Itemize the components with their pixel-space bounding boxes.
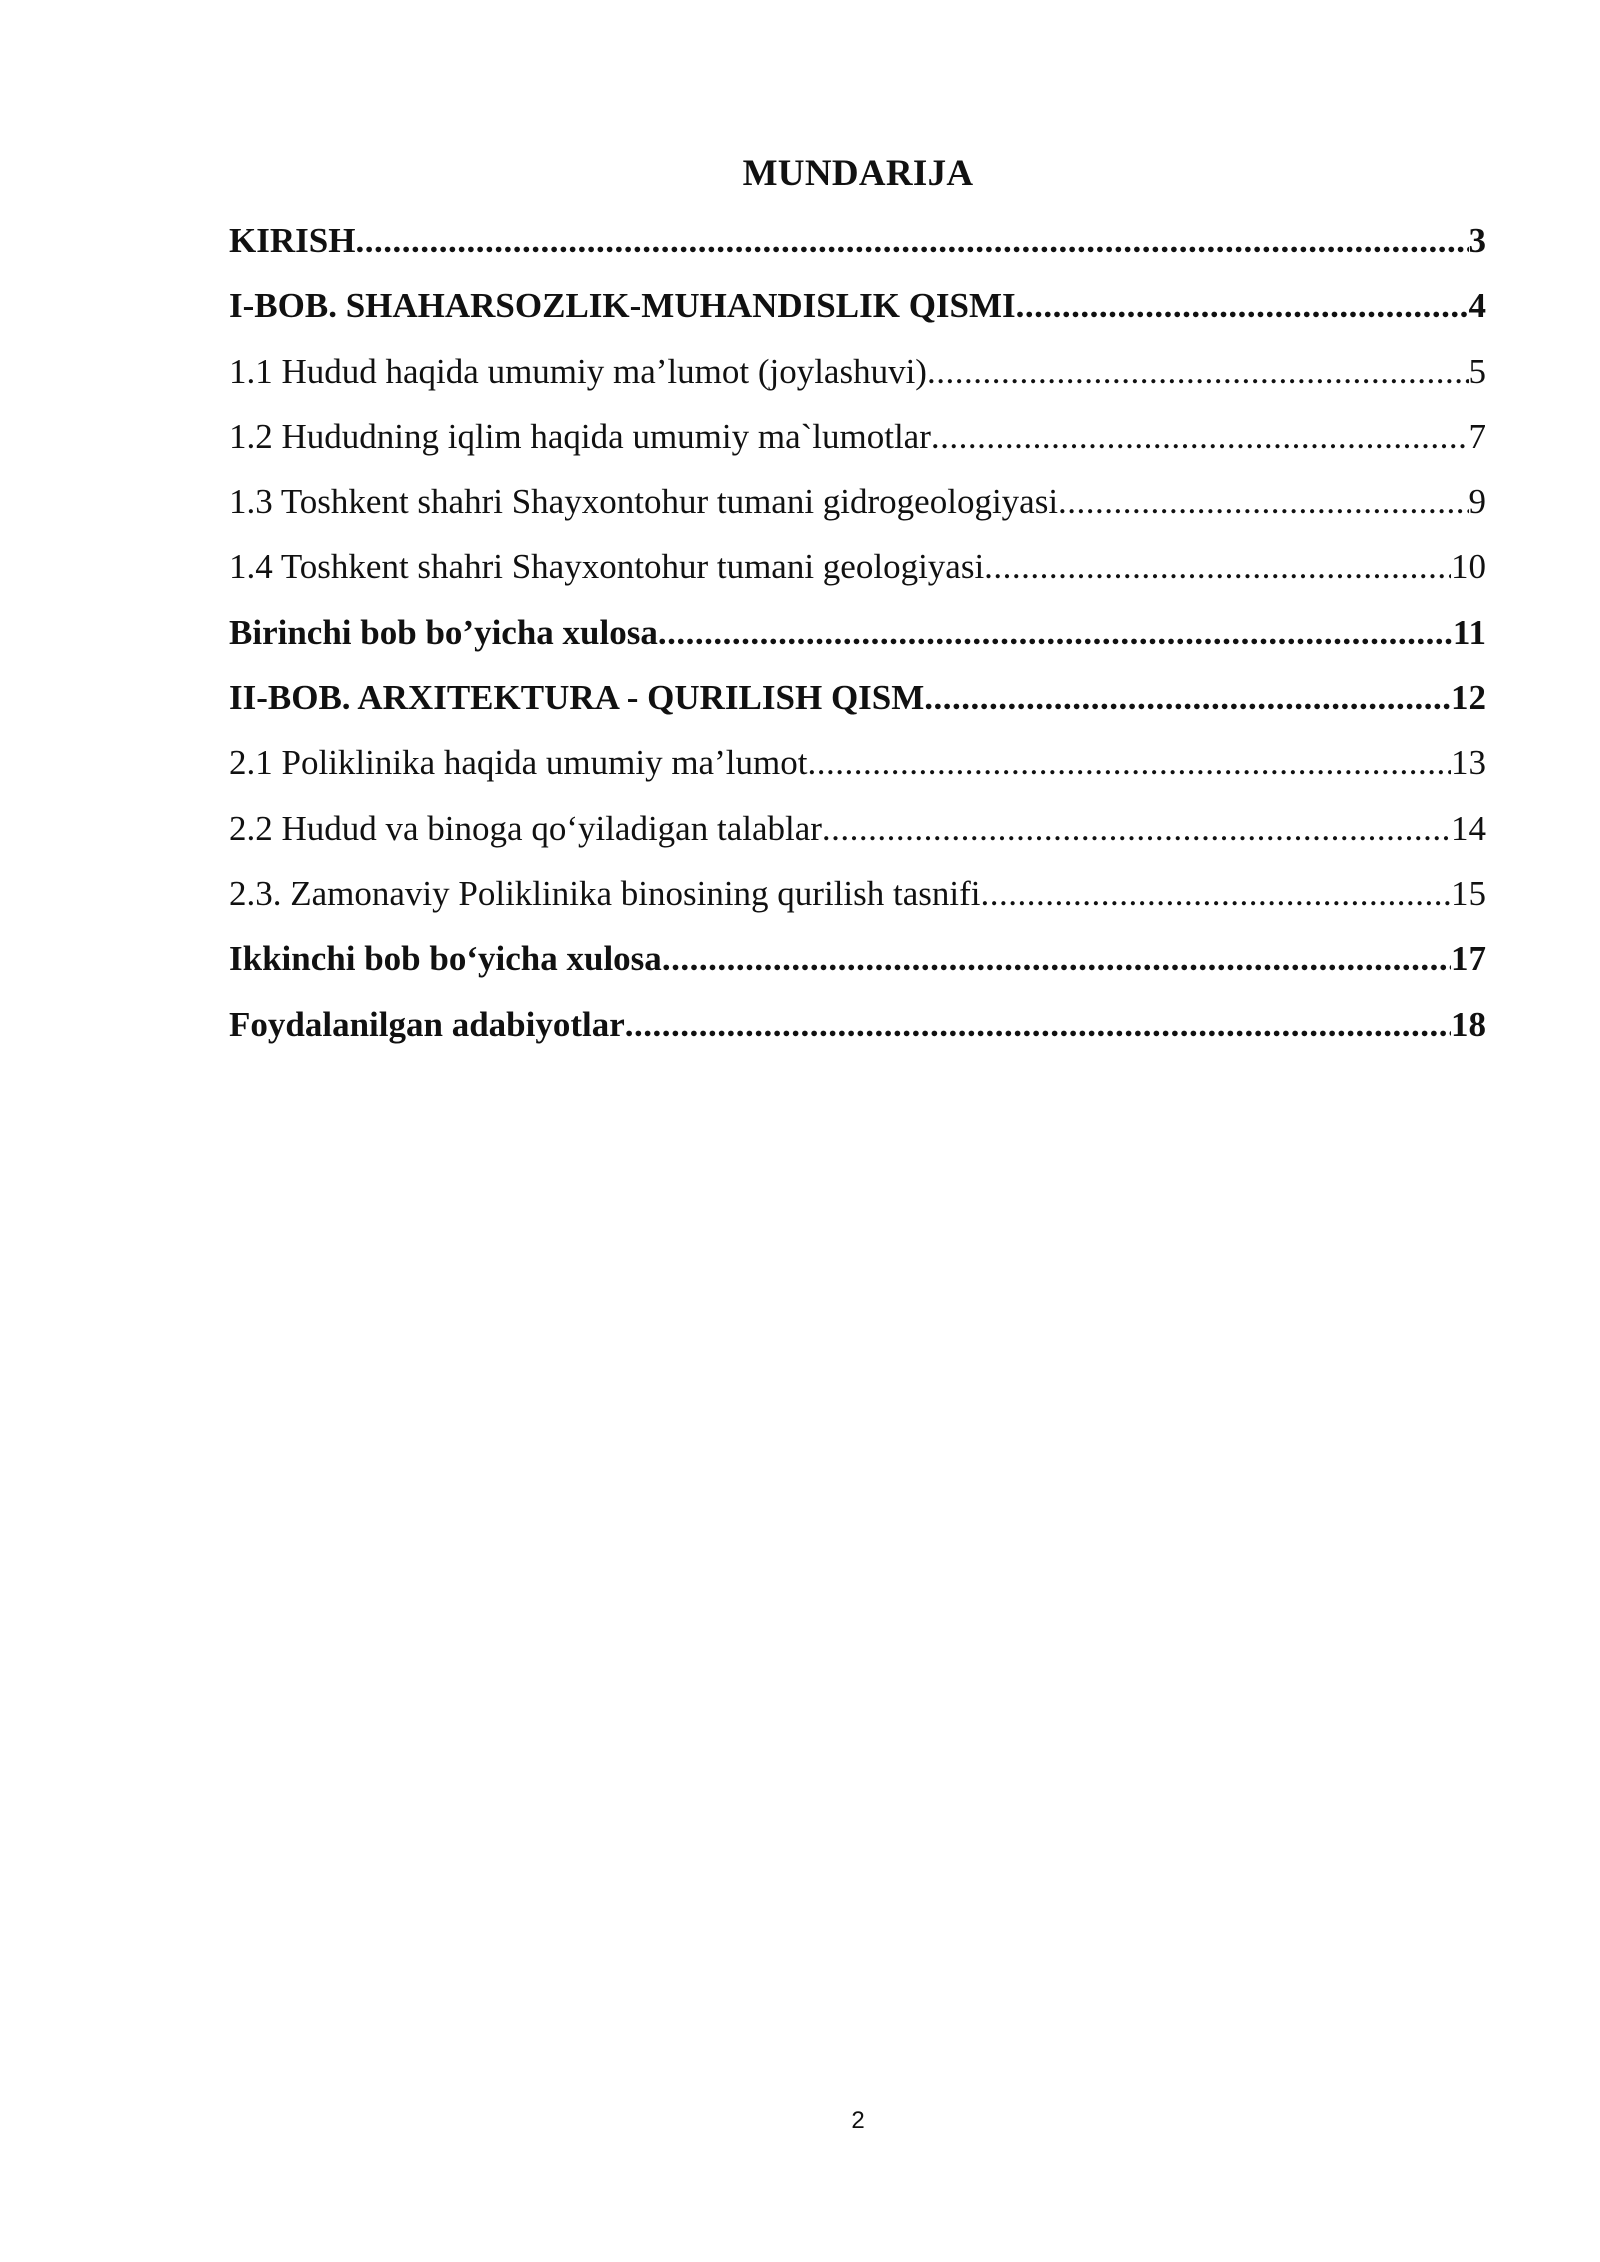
toc-leader-dots <box>662 934 1451 984</box>
toc-leader-dots <box>924 673 1451 723</box>
toc-entry-page: 15 <box>1451 873 1486 913</box>
toc-entry-label: Ikkinchi bob bo‘yicha xulosa <box>229 939 662 979</box>
toc-entry-page: 12 <box>1451 678 1486 718</box>
toc-leader-dots <box>658 608 1453 658</box>
page-title: MUNDARIJA <box>742 153 974 194</box>
toc-entry-label: 1.4 Toshkent shahri Shayxontohur tumani geologiyasi <box>229 547 985 587</box>
toc-entry-page: 4 <box>1468 286 1486 326</box>
toc-entry[interactable] <box>229 412 1486 477</box>
toc-entry-page: 18 <box>1451 1004 1486 1044</box>
toc-entry[interactable] <box>229 477 1486 542</box>
toc-entry[interactable] <box>229 934 1486 999</box>
toc-entry-page: 14 <box>1451 808 1486 848</box>
table-of-contents <box>229 216 1486 1065</box>
toc-leader-dots <box>984 542 1451 592</box>
toc-leader-dots <box>1058 477 1468 527</box>
page-number: 2 <box>851 2107 865 2134</box>
toc-entry-label: 1.2 Hududning iqlim haqida umumiy ma`lumotlar <box>229 416 931 456</box>
toc-entry-label: 2.3. Zamonaviy Poliklinika binosining qurilish tasnifi <box>229 873 981 913</box>
toc-leader-dots <box>981 869 1452 919</box>
toc-entry-page: 3 <box>1468 221 1486 260</box>
toc-entry-page: 17 <box>1451 939 1486 979</box>
toc-entry-page: 13 <box>1451 743 1486 783</box>
toc-leader-dots <box>625 1000 1451 1050</box>
toc-entry-label: 1.1 Hudud haqida umumiy ma’lumot (joylashuvi) <box>229 351 927 391</box>
toc-leader-dots <box>1016 281 1469 331</box>
toc-leader-dots <box>355 216 1468 266</box>
toc-entry[interactable] <box>229 869 1486 934</box>
toc-entry-label: 1.3 Toshkent shahri Shayxontohur tumani gidrogeologiyasi <box>229 482 1059 522</box>
toc-entry[interactable] <box>229 738 1486 803</box>
toc-entry-label: II-BOB. ARXITEKTURA - QURILISH QISM <box>229 678 925 718</box>
toc-entry[interactable] <box>229 542 1486 607</box>
toc-entry-page: 7 <box>1468 416 1486 456</box>
toc-entry[interactable] <box>229 804 1486 869</box>
toc-entry-page: 10 <box>1451 547 1486 587</box>
toc-entry-label: Birinchi bob bo’yicha xulosa <box>229 612 658 652</box>
toc-leader-dots <box>927 347 1469 397</box>
toc-entry[interactable] <box>229 347 1486 412</box>
toc-entry-page: 9 <box>1468 482 1486 522</box>
toc-entry-label: KIRISH <box>229 221 356 260</box>
toc-entry-page: 11 <box>1452 612 1486 652</box>
toc-leader-dots <box>807 738 1451 788</box>
toc-entry[interactable] <box>229 608 1486 673</box>
toc-entry[interactable] <box>229 216 1486 281</box>
toc-entry[interactable] <box>229 673 1486 738</box>
toc-entry[interactable] <box>229 1000 1486 1065</box>
toc-entry-label: I-BOB. SHAHARSOZLIK-MUHANDISLIK QISMI <box>229 286 1016 326</box>
toc-entry-label: Foydalanilgan adabiyotlar <box>229 1004 625 1044</box>
toc-entry[interactable] <box>229 281 1486 346</box>
toc-entry-label: 2.2 Hudud va binoga qo‘yiladigan talablar <box>229 808 822 848</box>
toc-entry-page: 5 <box>1468 351 1486 391</box>
toc-entry-label: 2.1 Poliklinika haqida umumiy ma’lumot <box>229 743 808 783</box>
toc-leader-dots <box>822 804 1451 854</box>
toc-leader-dots <box>931 412 1469 462</box>
